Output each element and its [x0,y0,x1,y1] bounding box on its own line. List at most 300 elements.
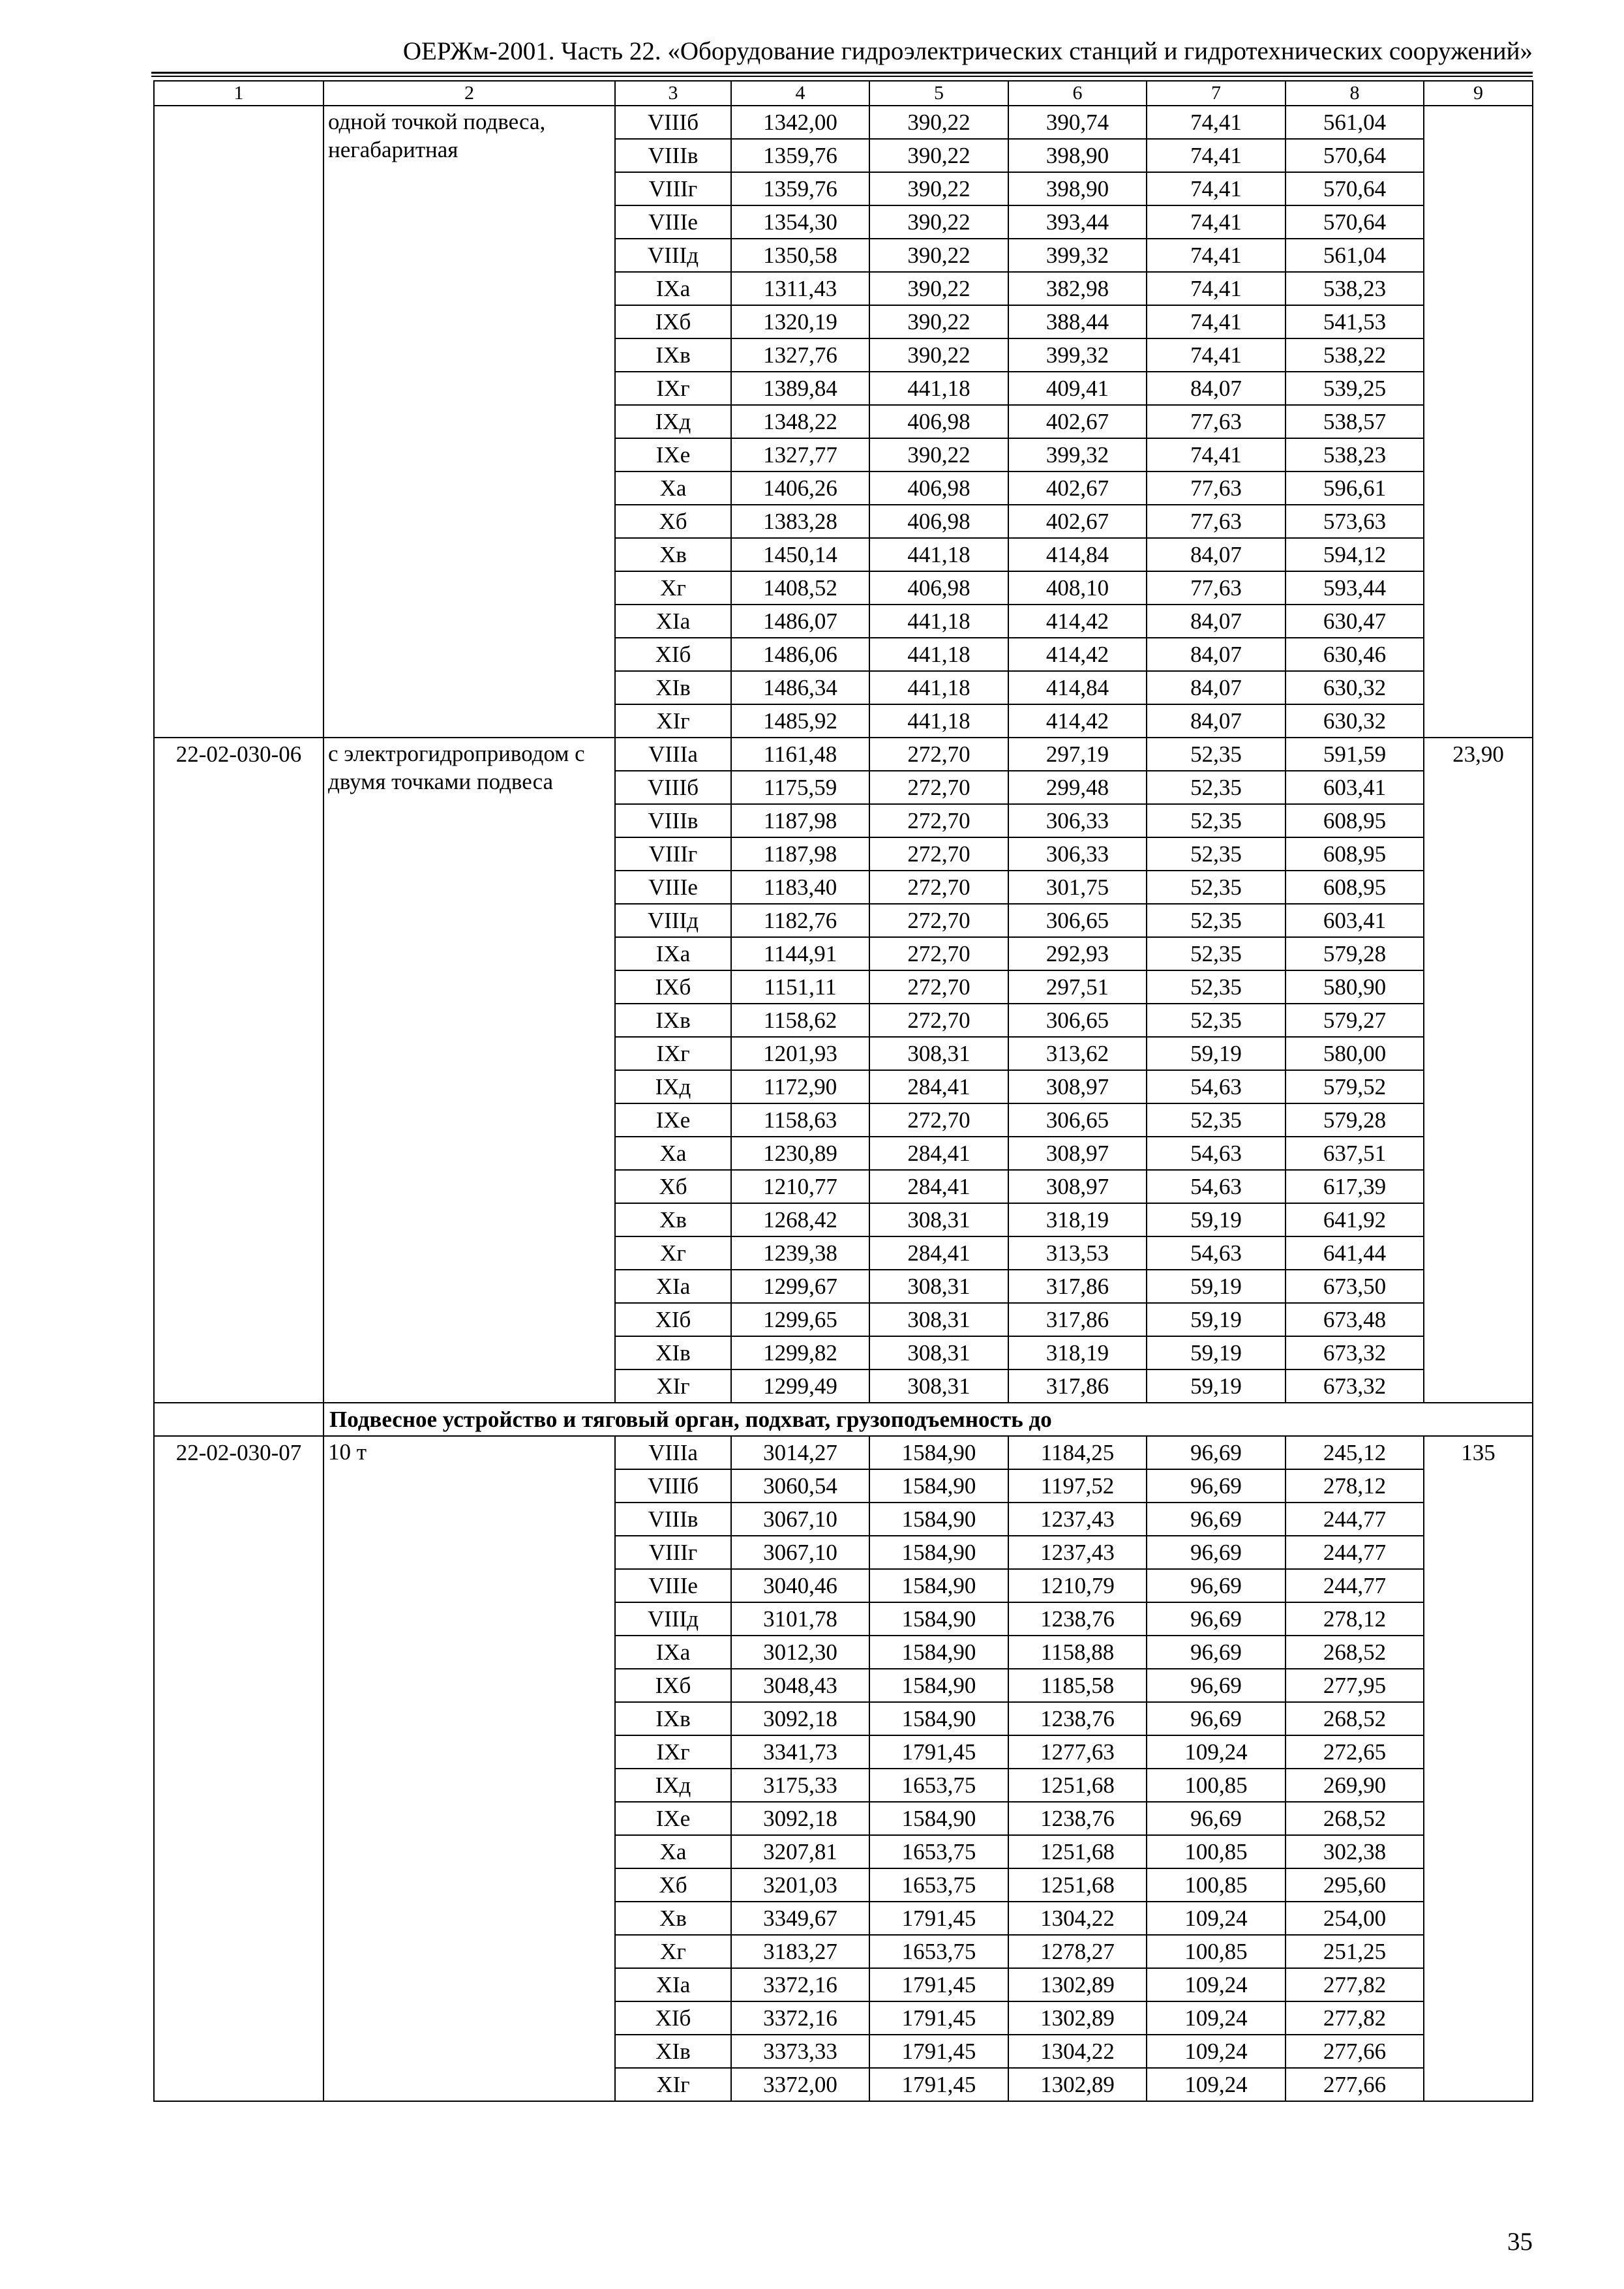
zone-cell: VIIIг [615,172,731,205]
value-cell: 1327,76 [731,338,869,372]
value-cell: 390,74 [1008,106,1147,139]
value-cell: 1161,48 [731,738,869,771]
value-cell: 278,12 [1286,1602,1424,1636]
value-cell: 1486,07 [731,605,869,638]
value-cell: 277,95 [1286,1669,1424,1702]
value-cell: 317,86 [1008,1270,1147,1303]
zone-cell: VIIIе [615,205,731,239]
value-cell: 52,35 [1147,871,1286,904]
zone-cell: VIIIв [615,139,731,172]
value-cell: 277,82 [1286,2001,1424,2035]
page-number: 35 [1507,2228,1533,2256]
value-cell: 59,19 [1147,1336,1286,1369]
value-cell: 1791,45 [869,2035,1008,2068]
value-cell: 441,18 [869,372,1008,405]
value-cell: 1237,43 [1008,1503,1147,1536]
value-cell: 591,59 [1286,738,1424,771]
value-cell: 1144,91 [731,937,869,970]
value-cell: 414,42 [1008,704,1147,738]
value-cell: 1450,14 [731,538,869,571]
zone-cell: Xв [615,538,731,571]
value-cell: 77,63 [1147,571,1286,605]
value-cell: 580,90 [1286,970,1424,1004]
value-cell: 302,38 [1286,1835,1424,1868]
value-cell: 84,07 [1147,671,1286,704]
value-cell: 673,48 [1286,1303,1424,1336]
value-cell: 1653,75 [869,1935,1008,1968]
value-cell: 96,69 [1147,1669,1286,1702]
value-cell: 441,18 [869,538,1008,571]
value-cell: 1251,68 [1008,1868,1147,1902]
value-cell: 390,22 [869,338,1008,372]
value-cell: 1158,88 [1008,1636,1147,1669]
value-cell: 1791,45 [869,1968,1008,2001]
value-cell: 3092,18 [731,1702,869,1735]
value-cell: 673,50 [1286,1270,1424,1303]
zone-cell: VIIIд [615,239,731,272]
column-number-row [154,81,1533,106]
value-cell: 306,33 [1008,804,1147,837]
rate-code: 22-02-030-06 [154,738,323,1403]
value-cell: 561,04 [1286,106,1424,139]
value-cell: 1238,76 [1008,1702,1147,1735]
column-header: 8 [1286,81,1424,106]
zone-cell: IXб [615,970,731,1004]
value-cell: 306,33 [1008,837,1147,871]
zone-cell: IXв [615,338,731,372]
value-cell: 74,41 [1147,139,1286,172]
value-cell: 1485,92 [731,704,869,738]
zone-cell: VIIIб [615,106,731,139]
value-cell: 608,95 [1286,871,1424,904]
value-cell: 96,69 [1147,1503,1286,1536]
zone-cell: VIIIд [615,904,731,937]
rate-code [154,106,323,738]
zone-cell: Xб [615,1170,731,1203]
value-cell: 292,93 [1008,937,1147,970]
value-cell: 74,41 [1147,272,1286,305]
value-cell: 538,23 [1286,438,1424,471]
value-cell: 541,53 [1286,305,1424,338]
value-cell: 1158,62 [731,1004,869,1037]
column-header: 2 [323,81,615,106]
value-cell: 1406,26 [731,471,869,505]
value-cell: 538,57 [1286,405,1424,438]
value-cell: 406,98 [869,505,1008,538]
value-cell: 1172,90 [731,1070,869,1103]
header-rule-thin [151,76,1533,77]
value-cell: 272,70 [869,937,1008,970]
zone-cell: XIб [615,2001,731,2035]
value-cell: 54,63 [1147,1137,1286,1170]
value-cell: 74,41 [1147,438,1286,471]
zone-cell: Xб [615,1868,731,1902]
zone-cell: Xг [615,1236,731,1270]
value-cell: 109,24 [1147,1735,1286,1769]
value-cell: 295,60 [1286,1868,1424,1902]
value-cell: 1183,40 [731,871,869,904]
value-cell: 1584,90 [869,1569,1008,1602]
value-cell: 388,44 [1008,305,1147,338]
value-cell: 306,65 [1008,1103,1147,1137]
value-cell: 3372,00 [731,2068,869,2101]
value-cell: 272,70 [869,1103,1008,1137]
value-cell: 52,35 [1147,970,1286,1004]
value-cell: 1302,89 [1008,1968,1147,2001]
value-cell: 1791,45 [869,2068,1008,2101]
value-cell: 1342,00 [731,106,869,139]
value-cell: 84,07 [1147,704,1286,738]
value-cell: 272,65 [1286,1735,1424,1769]
value-cell: 1791,45 [869,1735,1008,1769]
material-cost: 135 [1424,1436,1533,2101]
value-cell: 254,00 [1286,1902,1424,1935]
value-cell: 1584,90 [869,1636,1008,1669]
value-cell: 593,44 [1286,571,1424,605]
value-cell: 1158,63 [731,1103,869,1137]
section-row [154,1403,1533,1436]
value-cell: 3372,16 [731,1968,869,2001]
value-cell: 268,52 [1286,1802,1424,1835]
zone-cell: VIIIг [615,837,731,871]
zone-cell: XIг [615,1369,731,1403]
value-cell: 3060,54 [731,1469,869,1503]
value-cell: 409,41 [1008,372,1147,405]
value-cell: 272,70 [869,871,1008,904]
value-cell: 3101,78 [731,1602,869,1636]
rate-description: с электрогидроприводом с двумя точками подвеса [323,738,615,1403]
zone-cell: VIIIб [615,1469,731,1503]
value-cell: 1486,34 [731,671,869,704]
zone-cell: VIIIв [615,1503,731,1536]
value-cell: 100,85 [1147,1868,1286,1902]
value-cell: 306,65 [1008,904,1147,937]
value-cell: 1320,19 [731,305,869,338]
value-cell: 284,41 [869,1070,1008,1103]
value-cell: 1278,27 [1008,1935,1147,1968]
value-cell: 1584,90 [869,1602,1008,1636]
value-cell: 1187,98 [731,804,869,837]
column-header: 4 [731,81,869,106]
value-cell: 84,07 [1147,538,1286,571]
value-cell: 317,86 [1008,1303,1147,1336]
zone-cell: Xв [615,1902,731,1935]
value-cell: 268,52 [1286,1702,1424,1735]
value-cell: 74,41 [1147,239,1286,272]
value-cell: 630,47 [1286,605,1424,638]
value-cell: 272,70 [869,837,1008,871]
rate-code: 22-02-030-07 [154,1436,323,2101]
value-cell: 603,41 [1286,904,1424,937]
rates-table [153,80,1533,2102]
value-cell: 284,41 [869,1236,1008,1270]
value-cell: 3048,43 [731,1669,869,1702]
value-cell: 1251,68 [1008,1835,1147,1868]
zone-cell: VIIIб [615,771,731,804]
zone-cell: XIа [615,1968,731,2001]
value-cell: 52,35 [1147,1103,1286,1137]
value-cell: 308,97 [1008,1170,1147,1203]
value-cell: 1268,42 [731,1203,869,1236]
value-cell: 272,70 [869,804,1008,837]
value-cell: 399,32 [1008,338,1147,372]
value-cell: 59,19 [1147,1270,1286,1303]
value-cell: 1304,22 [1008,1902,1147,1935]
value-cell: 538,23 [1286,272,1424,305]
value-cell: 1653,75 [869,1769,1008,1802]
value-cell: 630,32 [1286,671,1424,704]
zone-cell: XIб [615,638,731,671]
zone-cell: IXд [615,405,731,438]
value-cell: 74,41 [1147,338,1286,372]
value-cell: 1486,06 [731,638,869,671]
zone-cell: XIв [615,671,731,704]
value-cell: 1584,90 [869,1802,1008,1835]
value-cell: 390,22 [869,172,1008,205]
value-cell: 390,22 [869,205,1008,239]
value-cell: 272,70 [869,904,1008,937]
value-cell: 1238,76 [1008,1602,1147,1636]
value-cell: 399,32 [1008,438,1147,471]
value-cell: 596,61 [1286,471,1424,505]
value-cell: 402,67 [1008,505,1147,538]
material-cost: 23,90 [1424,738,1533,1403]
zone-cell: IXг [615,1735,731,1769]
value-cell: 100,85 [1147,1935,1286,1968]
value-cell: 408,10 [1008,571,1147,605]
value-cell: 96,69 [1147,1436,1286,1469]
value-cell: 406,98 [869,405,1008,438]
value-cell: 3349,67 [731,1902,869,1935]
value-cell: 299,48 [1008,771,1147,804]
zone-cell: VIIIа [615,1436,731,1469]
value-cell: 272,70 [869,1004,1008,1037]
value-cell: 278,12 [1286,1469,1424,1503]
zone-cell: IXе [615,1802,731,1835]
section-code-cell [154,1403,323,1436]
value-cell: 1184,25 [1008,1436,1147,1469]
zone-cell: XIа [615,1270,731,1303]
value-cell: 96,69 [1147,1602,1286,1636]
value-cell: 3183,27 [731,1935,869,1968]
value-cell: 398,90 [1008,139,1147,172]
value-cell: 52,35 [1147,738,1286,771]
value-cell: 1584,90 [869,1669,1008,1702]
value-cell: 1151,11 [731,970,869,1004]
value-cell: 1299,49 [731,1369,869,1403]
value-cell: 308,31 [869,1037,1008,1070]
value-cell: 308,31 [869,1336,1008,1369]
value-cell: 1277,63 [1008,1735,1147,1769]
column-header: 9 [1424,81,1533,106]
value-cell: 1359,76 [731,139,869,172]
zone-cell: Xг [615,1935,731,1968]
value-cell: 1653,75 [869,1868,1008,1902]
value-cell: 3040,46 [731,1569,869,1602]
value-cell: 52,35 [1147,771,1286,804]
zone-cell: Xа [615,1137,731,1170]
value-cell: 570,64 [1286,172,1424,205]
value-cell: 1237,43 [1008,1536,1147,1569]
value-cell: 268,52 [1286,1636,1424,1669]
value-cell: 1299,67 [731,1270,869,1303]
value-cell: 608,95 [1286,837,1424,871]
zone-cell: Xг [615,571,731,605]
value-cell: 96,69 [1147,1536,1286,1569]
table-row [154,738,1533,771]
value-cell: 59,19 [1147,1303,1286,1336]
value-cell: 3175,33 [731,1769,869,1802]
value-cell: 277,66 [1286,2068,1424,2101]
value-cell: 441,18 [869,671,1008,704]
value-cell: 308,31 [869,1203,1008,1236]
zone-cell: IXв [615,1004,731,1037]
zone-cell: IXб [615,1669,731,1702]
value-cell: 390,22 [869,239,1008,272]
value-cell: 579,28 [1286,1103,1424,1137]
value-cell: 74,41 [1147,205,1286,239]
zone-cell: IXа [615,1636,731,1669]
value-cell: 570,64 [1286,205,1424,239]
value-cell: 402,67 [1008,471,1147,505]
material-cost [1424,106,1533,738]
value-cell: 318,19 [1008,1336,1147,1369]
value-cell: 1327,77 [731,438,869,471]
value-cell: 579,52 [1286,1070,1424,1103]
value-cell: 109,24 [1147,2001,1286,2035]
value-cell: 52,35 [1147,804,1286,837]
value-cell: 398,90 [1008,172,1147,205]
value-cell: 308,97 [1008,1070,1147,1103]
value-cell: 414,42 [1008,605,1147,638]
value-cell: 570,64 [1286,139,1424,172]
table-row [154,106,1533,139]
value-cell: 406,98 [869,571,1008,605]
value-cell: 3372,16 [731,2001,869,2035]
header-rule [151,72,1533,74]
value-cell: 244,77 [1286,1536,1424,1569]
zone-cell: IXд [615,1769,731,1802]
value-cell: 573,63 [1286,505,1424,538]
value-cell: 297,19 [1008,738,1147,771]
value-cell: 301,75 [1008,871,1147,904]
value-cell: 277,66 [1286,2035,1424,2068]
value-cell: 284,41 [869,1170,1008,1203]
value-cell: 109,24 [1147,1902,1286,1935]
zone-cell: IXа [615,272,731,305]
value-cell: 308,97 [1008,1137,1147,1170]
value-cell: 244,77 [1286,1503,1424,1536]
value-cell: 3341,73 [731,1735,869,1769]
value-cell: 630,46 [1286,638,1424,671]
value-cell: 251,25 [1286,1935,1424,1968]
zone-cell: VIIIе [615,1569,731,1602]
value-cell: 579,28 [1286,937,1424,970]
value-cell: 1302,89 [1008,2001,1147,2035]
value-cell: 109,24 [1147,2068,1286,2101]
value-cell: 1584,90 [869,1503,1008,1536]
value-cell: 3201,03 [731,1868,869,1902]
value-cell: 561,04 [1286,239,1424,272]
zone-cell: XIв [615,2035,731,2068]
zone-cell: Xа [615,1835,731,1868]
value-cell: 3067,10 [731,1503,869,1536]
value-cell: 96,69 [1147,1802,1286,1835]
value-cell: 77,63 [1147,505,1286,538]
value-cell: 308,31 [869,1270,1008,1303]
value-cell: 637,51 [1286,1137,1424,1170]
zone-cell: IXе [615,438,731,471]
zone-cell: XIг [615,2068,731,2101]
value-cell: 109,24 [1147,2035,1286,2068]
value-cell: 1584,90 [869,1702,1008,1735]
value-cell: 313,62 [1008,1037,1147,1070]
value-cell: 539,25 [1286,372,1424,405]
value-cell: 1350,58 [731,239,869,272]
value-cell: 52,35 [1147,1004,1286,1037]
value-cell: 617,39 [1286,1170,1424,1203]
value-cell: 244,77 [1286,1569,1424,1602]
value-cell: 77,63 [1147,405,1286,438]
value-cell: 1348,22 [731,405,869,438]
value-cell: 96,69 [1147,1702,1286,1735]
value-cell: 580,00 [1286,1037,1424,1070]
value-cell: 313,53 [1008,1236,1147,1270]
value-cell: 1584,90 [869,1436,1008,1469]
value-cell: 402,67 [1008,405,1147,438]
zone-cell: Xв [615,1203,731,1236]
zone-cell: IXв [615,1702,731,1735]
value-cell: 84,07 [1147,638,1286,671]
value-cell: 399,32 [1008,239,1147,272]
value-cell: 74,41 [1147,305,1286,338]
value-cell: 277,82 [1286,1968,1424,2001]
value-cell: 54,63 [1147,1070,1286,1103]
value-cell: 608,95 [1286,804,1424,837]
value-cell: 74,41 [1147,106,1286,139]
value-cell: 3092,18 [731,1802,869,1835]
value-cell: 317,86 [1008,1369,1147,1403]
value-cell: 59,19 [1147,1203,1286,1236]
value-cell: 308,31 [869,1303,1008,1336]
value-cell: 1175,59 [731,771,869,804]
value-cell: 641,92 [1286,1203,1424,1236]
zone-cell: IXб [615,305,731,338]
value-cell: 3373,33 [731,2035,869,2068]
value-cell: 1302,89 [1008,2068,1147,2101]
value-cell: 1791,45 [869,2001,1008,2035]
value-cell: 1251,68 [1008,1769,1147,1802]
zone-cell: Xа [615,471,731,505]
value-cell: 96,69 [1147,1636,1286,1669]
rate-description: 10 т [323,1436,615,2101]
value-cell: 390,22 [869,272,1008,305]
value-cell: 441,18 [869,704,1008,738]
column-header: 1 [154,81,323,106]
zone-cell: VIIIг [615,1536,731,1569]
zone-cell: IXг [615,1037,731,1070]
value-cell: 594,12 [1286,538,1424,571]
value-cell: 414,84 [1008,538,1147,571]
value-cell: 1383,28 [731,505,869,538]
value-cell: 1182,76 [731,904,869,937]
value-cell: 297,51 [1008,970,1147,1004]
zone-cell: XIа [615,605,731,638]
value-cell: 308,31 [869,1369,1008,1403]
value-cell: 1389,84 [731,372,869,405]
value-cell: 406,98 [869,471,1008,505]
value-cell: 3012,30 [731,1636,869,1669]
